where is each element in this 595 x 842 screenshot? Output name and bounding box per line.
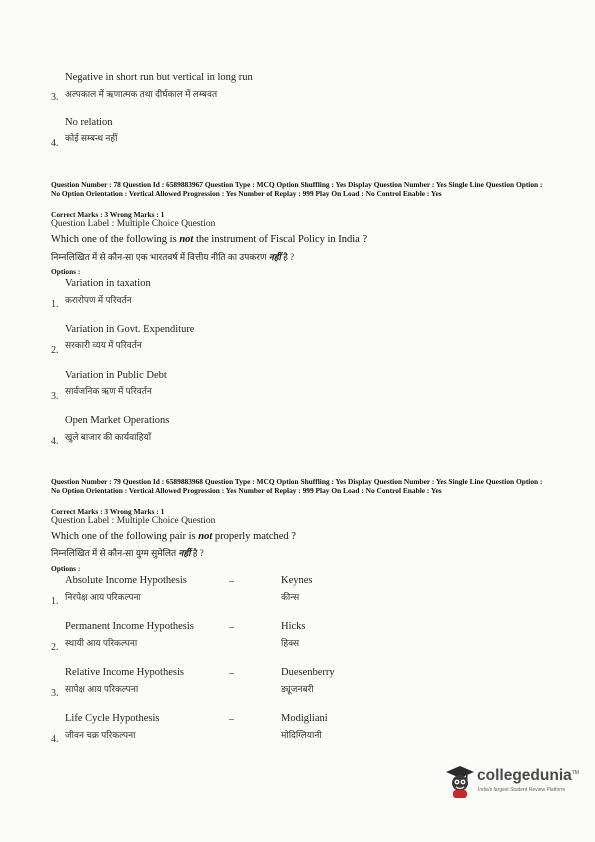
q79-option-2-match-hindi: हिक्स bbox=[281, 638, 300, 648]
q79-option-1-text: Absolute Income Hypothesis bbox=[65, 575, 187, 586]
q78-hindi-emphasis: नहीं bbox=[268, 252, 281, 262]
q79-option-4-match-hindi: मोदिग्लियानी bbox=[281, 730, 322, 740]
q78-text-before: Which one of the following is bbox=[51, 234, 180, 245]
q78-question-label: Question Label : Multiple Choice Question bbox=[51, 219, 216, 229]
prev-option-3-text: Negative in short run but vertical in long run bbox=[65, 72, 253, 83]
prev-option-4-text: No relation bbox=[65, 117, 113, 128]
q78-option-2-hindi: सरकारी व्यय में परिवर्तन bbox=[65, 340, 142, 350]
prev-option-4-number: 4. bbox=[51, 138, 59, 149]
q79-option-4-match: Modigliani bbox=[281, 713, 328, 724]
q78-option-1-number: 1. bbox=[51, 299, 59, 310]
q79-marks: Correct Marks : 3 Wrong Marks : 1 bbox=[51, 507, 165, 516]
q78-option-1-text: Variation in taxation bbox=[65, 278, 151, 289]
q78-option-1-hindi: करारोपण में परिवर्तन bbox=[65, 295, 132, 305]
logo-trademark: TM bbox=[571, 769, 579, 776]
q79-options-label: Options : bbox=[51, 564, 81, 573]
q79-option-2-hindi: स्थायी आय परिकल्पना bbox=[65, 638, 138, 648]
q79-option-1-match-hindi: कीन्स bbox=[281, 592, 300, 602]
q79-option-3-hindi: सापेक्ष आय परिकल्पना bbox=[65, 684, 139, 694]
q79-option-4-dash: – bbox=[229, 714, 234, 725]
q79-hindi-emphasis: नहीं bbox=[178, 548, 191, 558]
prev-option-4-hindi: कोई सम्बन्ध नहीं bbox=[65, 133, 118, 143]
q78-question-text bbox=[51, 234, 367, 245]
q79-option-3-match-hindi: ड्यूजनबरी bbox=[281, 684, 314, 694]
q79-option-3-number: 3. bbox=[51, 688, 59, 699]
q79-option-3-dash: – bbox=[229, 668, 234, 679]
q79-option-4-text: Life Cycle Hypothesis bbox=[65, 713, 160, 724]
q78-meta: Question Number : 78 Question Id : 6589883967 Question Type : MCQ Option Shuffling : Yes Display Question Number : Yes Single Line Question Option : No Option Orientation : Vertical Allowed Progression : Yes Number of Replay : 999 Play On Load : No Control Enable : Yes bbox=[51, 180, 543, 198]
q78-text-after: the instrument of Fiscal Policy in India ? bbox=[193, 234, 368, 245]
q79-option-4-hindi: जीवन चक्र परिकल्पना bbox=[65, 730, 136, 740]
q79-option-2-match: Hicks bbox=[281, 621, 306, 632]
q79-option-2-text: Permanent Income Hypothesis bbox=[65, 621, 194, 632]
q78-options-label: Options : bbox=[51, 267, 81, 276]
q79-text-emphasis: not bbox=[198, 531, 213, 542]
q79-option-3-match: Duesenberry bbox=[281, 667, 335, 678]
q79-question-label: Question Label : Multiple Choice Question bbox=[51, 516, 216, 526]
q79-option-1-number: 1. bbox=[51, 596, 59, 607]
q78-question-hindi bbox=[51, 250, 294, 263]
q79-option-2-number: 2. bbox=[51, 642, 59, 653]
graduate-mascot-icon bbox=[444, 763, 476, 801]
q79-option-4-number: 4. bbox=[51, 734, 59, 745]
q78-option-3-number: 3. bbox=[51, 391, 59, 402]
q78-option-4-text: Open Market Operations bbox=[65, 415, 170, 426]
q78-option-2-text: Variation in Govt. Expenditure bbox=[65, 324, 195, 335]
logo-name: collegedunia bbox=[477, 767, 572, 784]
q79-hindi-after: है ? bbox=[190, 548, 204, 558]
q78-option-3-text: Variation in Public Debt bbox=[65, 370, 167, 381]
q78-text-emphasis: not bbox=[179, 234, 194, 245]
q78-hindi-before: निम्नलिखित में से कौन-सा एक भारतवर्ष में वित्तीय नीति का उपकरण bbox=[51, 252, 269, 262]
q79-question-text bbox=[51, 531, 296, 542]
logo-wordmark bbox=[477, 767, 579, 785]
collegedunia-logo bbox=[444, 763, 579, 803]
q78-option-4-hindi: खुले बाजार की कार्यवाहियाँ bbox=[65, 432, 152, 442]
prev-option-3-hindi: अल्पकाल में ऋणात्मक तथा दीर्घकाल में लम्बवत bbox=[65, 89, 218, 99]
q78-hindi-after: है ? bbox=[280, 252, 295, 262]
q79-option-1-match: Keynes bbox=[281, 575, 313, 586]
prev-option-3-number: 3. bbox=[51, 92, 59, 103]
q79-text-after: properly matched ? bbox=[212, 531, 296, 542]
q79-question-hindi bbox=[51, 546, 204, 559]
q79-text-before: Which one of the following pair is bbox=[51, 531, 199, 542]
q79-option-3-text: Relative Income Hypothesis bbox=[65, 667, 184, 678]
q79-hindi-before: निम्नलिखित में से कौन-सा युग्म सुमेलित bbox=[51, 548, 179, 558]
q79-option-2-dash: – bbox=[229, 622, 234, 633]
q78-option-2-number: 2. bbox=[51, 345, 59, 356]
q79-meta: Question Number : 79 Question Id : 6589883968 Question Type : MCQ Option Shuffling : Yes Display Question Number : Yes Single Line Question Option : No Option Orientation : Vertical Allowed Progression : Yes Number of Replay : 999 Play On Load : No Control Enable : Yes bbox=[51, 477, 543, 495]
q78-option-3-hindi: सार्वजनिक ऋण में परिवर्तन bbox=[65, 386, 152, 396]
q79-option-1-dash: – bbox=[229, 576, 234, 587]
q79-option-1-hindi: निरपेक्ष आय परिकल्पना bbox=[65, 592, 141, 602]
q78-option-4-number: 4. bbox=[51, 436, 59, 447]
logo-tagline: India's largest Student Review Platform bbox=[478, 787, 566, 793]
q78-marks: Correct Marks : 3 Wrong Marks : 1 bbox=[51, 210, 165, 219]
